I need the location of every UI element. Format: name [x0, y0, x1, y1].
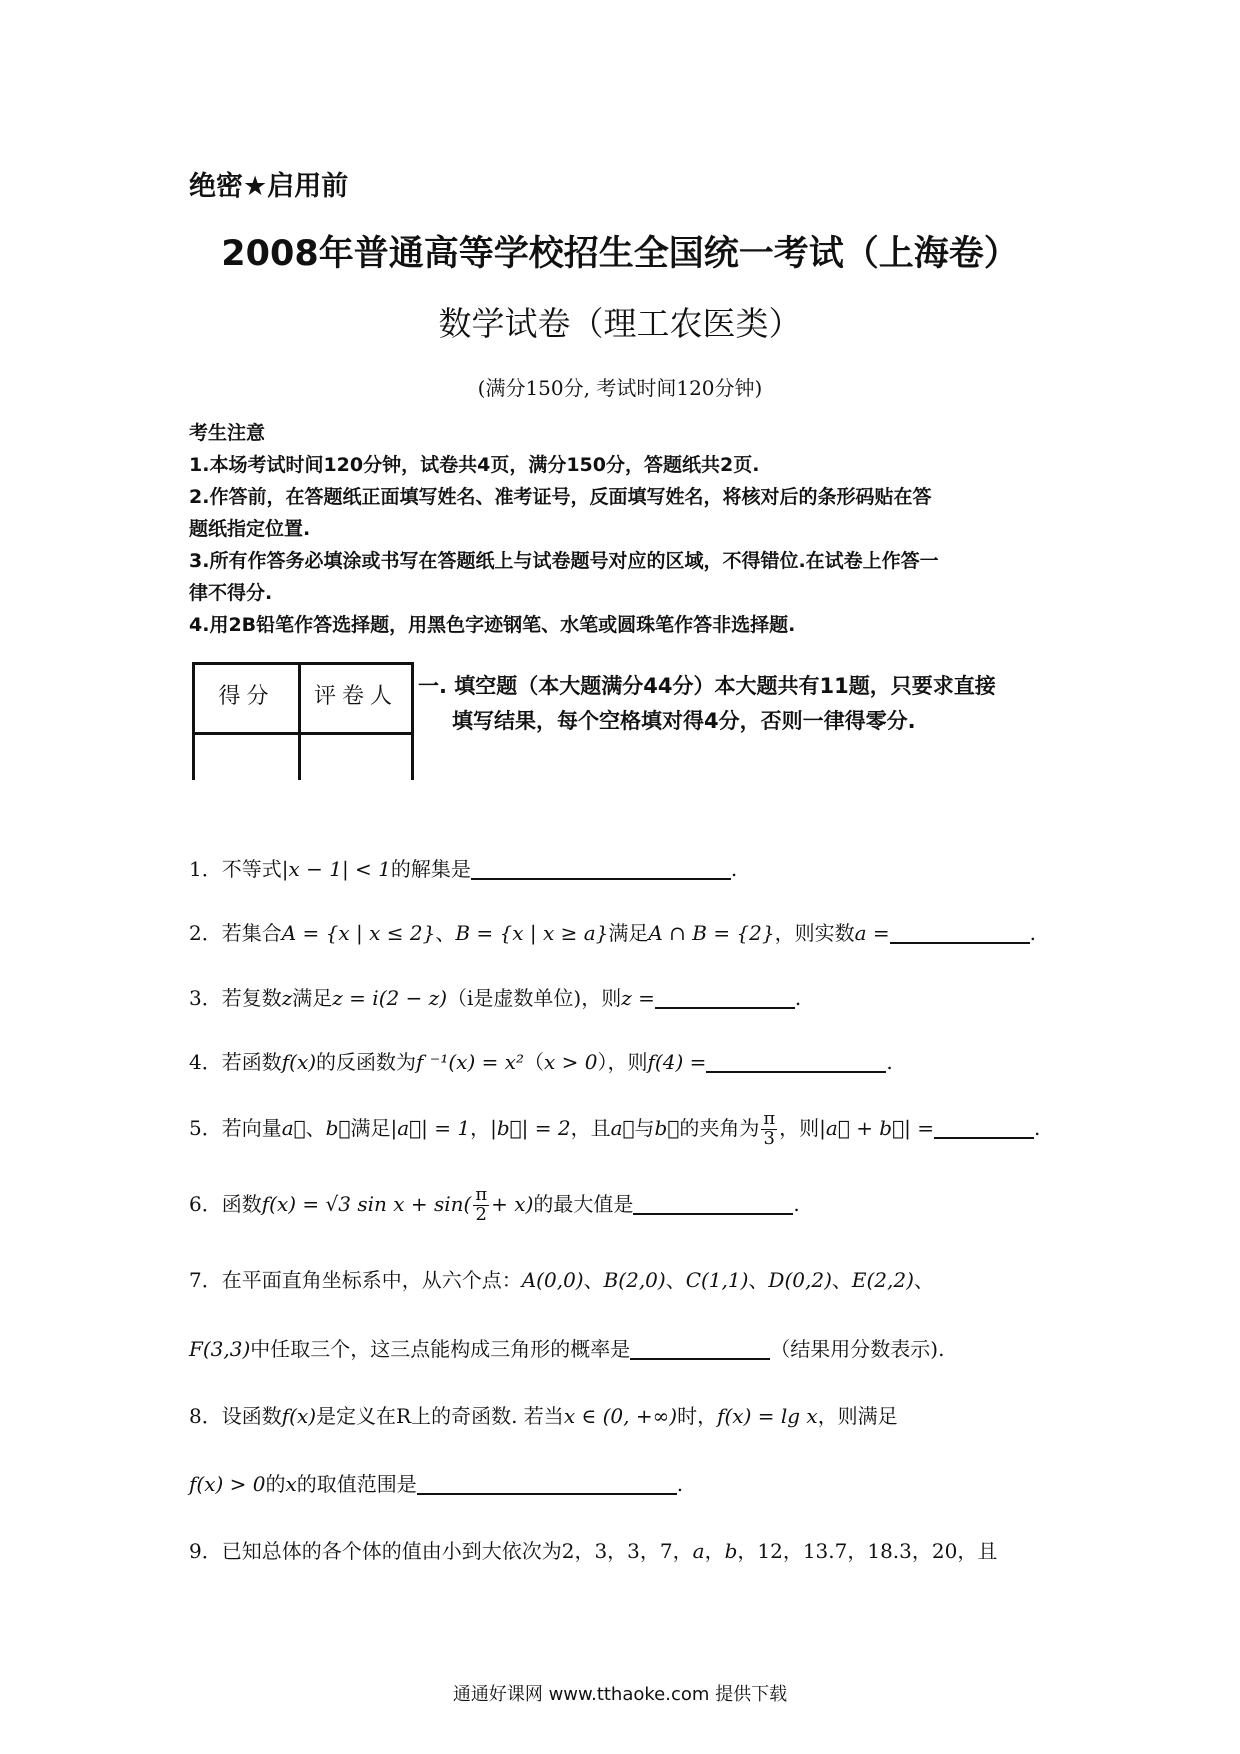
answer-blank: [655, 985, 795, 1009]
question-text: ，12，13.7，18.3，20，且: [737, 1539, 998, 1563]
question-text: 、: [583, 1268, 604, 1292]
question-line: [189, 1046, 893, 1075]
question-text: 2．若集合: [189, 921, 282, 945]
math-expression: z: [281, 986, 293, 1010]
question-line: [189, 1400, 898, 1429]
answer-blank: [890, 920, 1030, 944]
question-text: .: [676, 1472, 684, 1496]
question-text: （结果用分数表示).: [770, 1337, 945, 1361]
math-expression: |a⃗| = 1: [390, 1115, 471, 1140]
question-text: 7．在平面直角坐标系中，从六个点：: [189, 1268, 522, 1292]
math-expression: C(1,1): [685, 1268, 749, 1292]
answer-blank: [471, 856, 731, 880]
question-text: 9．已知总体的各个体的值由小到大依次为2，3，3，7，: [189, 1539, 693, 1563]
math-expression: b: [724, 1539, 738, 1563]
question-text: .: [1033, 1115, 1041, 1140]
question-line: [189, 1468, 683, 1497]
math-expression: x ∈ (0, +∞): [563, 1404, 678, 1428]
math-expression: z =: [621, 986, 655, 1010]
notice-item: 1.本场考试时间120分钟，试卷共4页，满分150分，答题纸共2页.: [189, 454, 760, 476]
question-text: 满足: [292, 986, 333, 1010]
section-instructions: 填写结果，每个空格填对得4分，否则一律得零分.: [452, 709, 916, 733]
math-expression: f(x): [281, 1050, 317, 1074]
question-text: 、: [831, 1268, 852, 1292]
exam-title: 2008年普通高等学校招生全国统一考试（上海卷）: [221, 234, 1019, 274]
fraction-numerator: π: [763, 1108, 776, 1129]
question-line: [189, 853, 737, 882]
question-text: .: [1029, 921, 1037, 945]
question-text: 、: [748, 1268, 769, 1292]
notice-title: 考生注意: [189, 422, 266, 444]
math-expression: a: [692, 1539, 705, 1563]
question-text: ），则: [597, 1050, 648, 1074]
math-expression: f(x): [281, 1404, 317, 1428]
math-expression: F(3,3): [189, 1337, 251, 1361]
question-text: 与: [634, 1115, 655, 1140]
question-text: .: [730, 857, 738, 881]
question-text: 、: [913, 1268, 934, 1292]
question-text: .: [793, 1191, 800, 1216]
grader-header: 评卷人: [313, 684, 398, 709]
question-text: 满足: [608, 921, 649, 945]
notice-item: 题纸指定位置.: [189, 518, 311, 540]
math-expression: |b⃗| = 2: [490, 1115, 571, 1140]
math-expression: b⃗: [325, 1115, 351, 1140]
question-text: 、: [435, 921, 456, 945]
score-header: 得分: [218, 684, 275, 709]
table-right-border: [411, 662, 414, 780]
question-text: 满足: [350, 1115, 391, 1140]
math-expression: |a⃗ + b⃗| =: [819, 1115, 934, 1140]
notice-item: 3.所有作答务必填涂或书写在答题纸上与试卷题号对应的区域，不得错位.在试卷上作答一: [189, 550, 939, 572]
answer-blank: [633, 1191, 793, 1215]
math-expression: B = {x | x ≥ a}: [455, 921, 609, 945]
question-line: [189, 982, 801, 1011]
score-table: [192, 662, 414, 780]
math-expression: a⃗: [610, 1115, 635, 1140]
question-text: ，则实数: [774, 921, 855, 945]
question-text: 中任取三个，这三点能构成三角形的概率是: [250, 1337, 631, 1361]
question-text: 8．设函数: [189, 1404, 282, 1428]
question-line: [189, 1186, 800, 1225]
notice-item: 4.用2B铅笔作答选择题，用黑色字迹钢笔、水笔或圆珠笔作答非选择题.: [189, 614, 796, 636]
fraction-denominator: 2: [475, 1203, 487, 1225]
math-expression: |x − 1| < 1: [281, 857, 391, 881]
question-text: ，: [470, 1115, 491, 1140]
question-line: [189, 1264, 934, 1293]
question-text: ，且: [570, 1115, 611, 1140]
math-expression: f(x) = √3 sin x + sin(: [261, 1191, 472, 1216]
section-heading: 一. 填空题（本大题满分44分）本大题共有11题，只要求直接: [418, 674, 996, 698]
question-text: ，: [704, 1539, 725, 1563]
fraction-numerator: π: [475, 1184, 488, 1205]
question-text: 4．若函数: [189, 1050, 282, 1074]
math-expression: a =: [854, 921, 890, 945]
question-text: 是定义在R上的奇函数. 若当: [316, 1404, 564, 1428]
math-expression: x > 0: [544, 1050, 598, 1074]
question-text: 1．不等式: [189, 857, 282, 881]
question-line: [189, 1333, 944, 1362]
math-expression: f(x) = lg x: [717, 1404, 818, 1428]
question-line: [189, 1110, 1040, 1149]
question-text: 5．若向量: [189, 1115, 282, 1140]
question-text: ，则满足: [817, 1404, 898, 1428]
question-text: 、: [665, 1268, 686, 1292]
fraction-denominator: 3: [763, 1127, 775, 1149]
question-text: 的最大值是: [533, 1191, 634, 1216]
table-mid-border: [192, 732, 414, 735]
question-text: 的取值范围是: [296, 1472, 417, 1496]
question-text: 、: [305, 1115, 326, 1140]
math-expression: A ∩ B = {2}: [648, 921, 775, 945]
math-expression: E(2,2): [851, 1268, 914, 1292]
question-text: 的解集是: [390, 857, 471, 881]
exam-meta: (满分150分, 考试时间120分钟): [477, 376, 763, 400]
question-text: （i是虚数单位)，则: [447, 986, 622, 1010]
math-expression: A(0,0): [521, 1268, 584, 1292]
math-expression: f(4) =: [647, 1050, 707, 1074]
question-text: 3．若复数: [189, 986, 282, 1010]
notice-item: 2.作答前，在答题纸正面填写姓名、准考证号，反面填写姓名，将核对后的条形码贴在答: [189, 486, 932, 508]
question-text: .: [886, 1050, 893, 1074]
question-text: .: [794, 986, 802, 1010]
math-expression: a⃗: [281, 1115, 306, 1140]
math-expression: + x): [491, 1191, 534, 1216]
question-line: [189, 917, 1036, 946]
question-text: （: [524, 1050, 545, 1074]
fraction: [761, 1110, 777, 1149]
math-expression: f ⁻¹(x) = x²: [416, 1050, 525, 1074]
math-expression: z = i(2 − z): [332, 986, 448, 1010]
question-line: [189, 1535, 997, 1564]
answer-blank: [934, 1115, 1034, 1139]
question-text: 时，: [677, 1404, 718, 1428]
math-expression: D(0,2): [768, 1268, 832, 1292]
math-expression: B(2,0): [603, 1268, 666, 1292]
exam-subtitle: 数学试卷（理工农医类）: [438, 304, 802, 343]
question-text: ，则: [779, 1115, 820, 1140]
question-text: 的夹角为: [679, 1115, 760, 1140]
question-text: 的: [265, 1472, 286, 1496]
footer-note: 通通好课网 www.tthaoke.com 提供下载: [452, 1684, 788, 1705]
math-expression: A = {x | x ≤ 2}: [281, 921, 436, 945]
confidential-mark: 绝密★启用前: [189, 171, 349, 202]
answer-blank: [630, 1336, 770, 1360]
answer-blank: [706, 1049, 886, 1073]
fraction: [473, 1186, 489, 1225]
math-expression: x: [285, 1472, 297, 1496]
answer-blank: [417, 1471, 677, 1495]
math-expression: b⃗: [654, 1115, 680, 1140]
math-expression: f(x) > 0: [189, 1472, 266, 1496]
notice-item: 律不得分.: [189, 582, 273, 604]
question-text: 6．函数: [189, 1191, 262, 1216]
question-text: 的反函数为: [316, 1050, 417, 1074]
